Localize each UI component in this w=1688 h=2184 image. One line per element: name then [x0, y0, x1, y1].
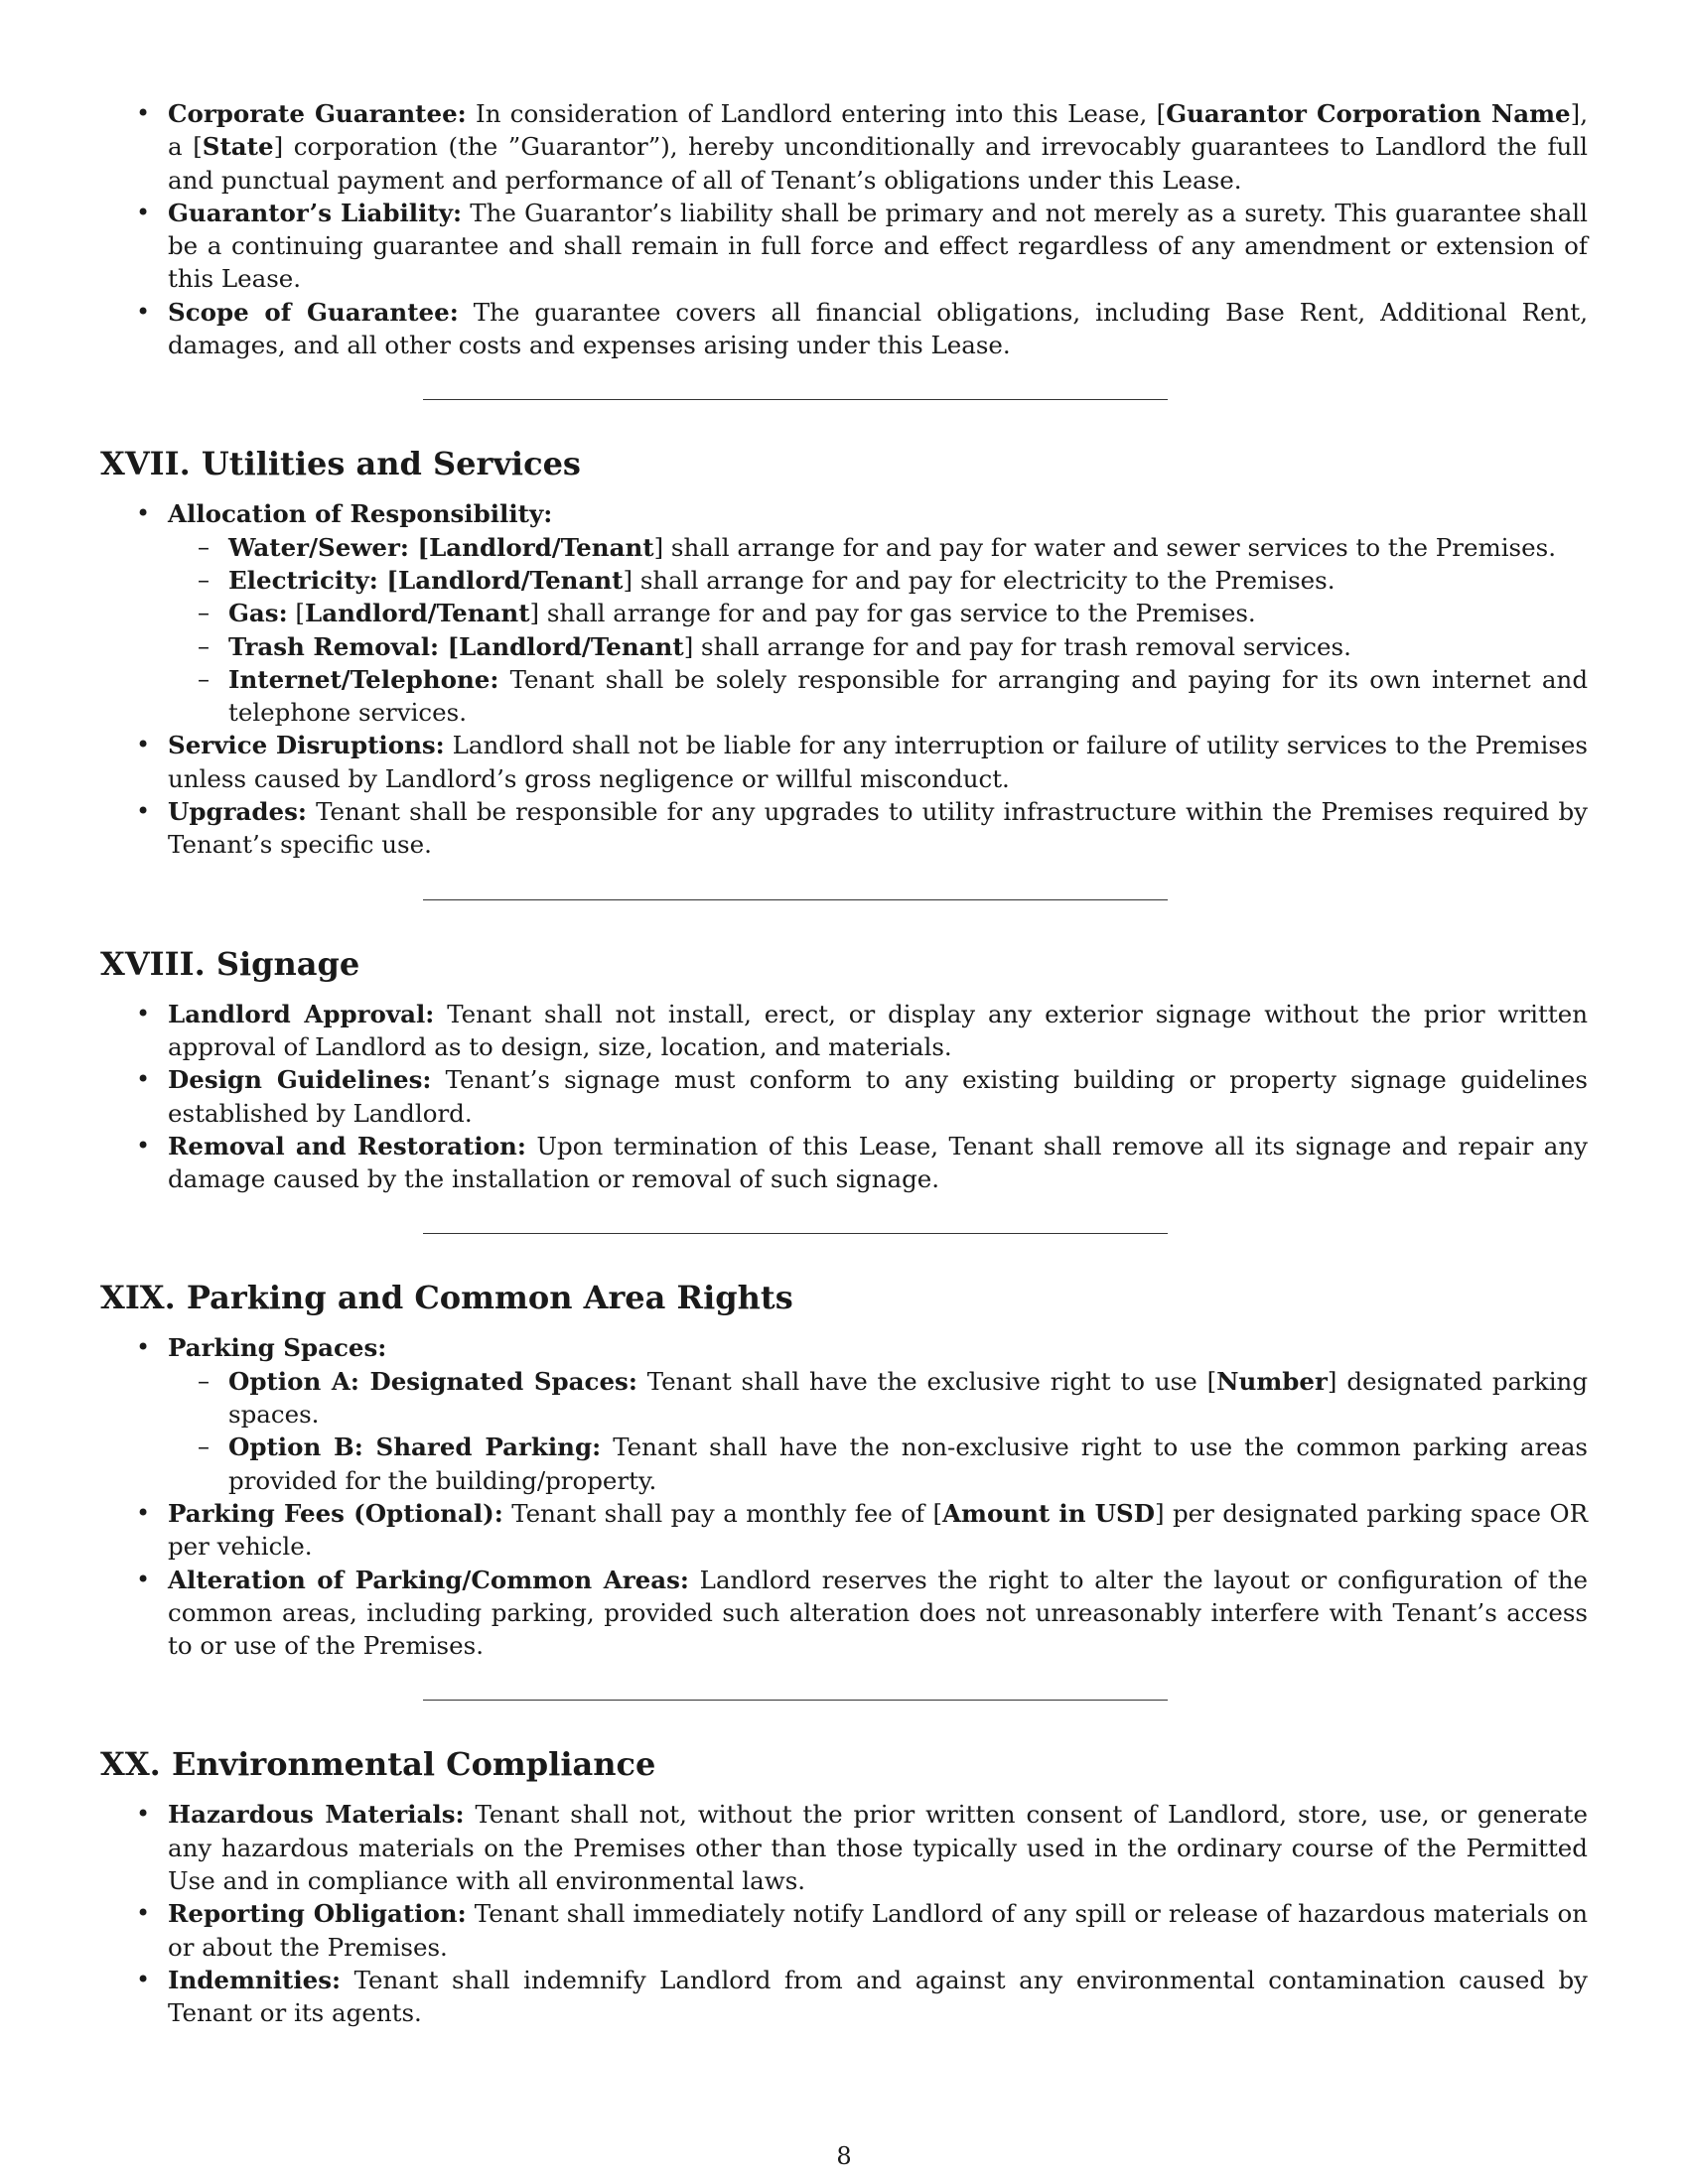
item-label: Option A: Designated Spaces: — [228, 1366, 637, 1396]
item-text: Landlord shall not be liable for any interruption or failure of utility services to the Premises unless caused by Landlord’s gross negligence or willful misconduct. — [168, 731, 1588, 793]
item-text: Upon termination of this Lease, Tenant shall remove all its signage and repair any damage caused by the installation or removal of such signage. — [168, 1131, 1588, 1194]
item-text: Landlord reserves the right to alter the layout or configuration of the common areas, including parking, provided such alteration does not unreasonably interfere with Tenant’s access to or use of the Premises. — [168, 1565, 1588, 1661]
section-divider — [423, 899, 1168, 900]
list-item — [100, 497, 1588, 729]
list-item — [100, 795, 1588, 862]
sub-list-item — [168, 531, 1588, 564]
item-text: ] shall arrange for and pay for gas service to the Premises. — [529, 599, 1256, 628]
item-text: Tenant shall pay a monthly fee of [ — [502, 1498, 943, 1528]
item-label: Parking Spaces: — [168, 1333, 387, 1363]
sub-list — [168, 531, 1588, 730]
signage-list — [100, 998, 1588, 1196]
placeholder-field: Landlord/Tenant — [397, 565, 624, 595]
list-item — [100, 97, 1588, 197]
list-item — [100, 296, 1588, 362]
item-text: [ — [377, 565, 398, 595]
item-text: Tenant shall be responsible for any upgrades to utility infrastructure within the Premises required by Tenant’s specific use. — [168, 797, 1588, 860]
item-label: Upgrades: — [168, 797, 307, 827]
item-text: ] shall arrange for and pay for trash removal services. — [683, 631, 1351, 661]
page-number: 8 — [836, 2142, 852, 2170]
list-item — [100, 197, 1588, 296]
guarantee-list — [100, 97, 1588, 361]
item-text: The Guarantor’s liability shall be primary and not merely as a surety. This guarantee shall be a continuing guarantee and shall remain in full force and effect regardless of any amendment or extension of this Lease. — [168, 198, 1588, 294]
placeholder-field: Landlord/Tenant — [305, 599, 530, 628]
placeholder-field: Number — [1216, 1366, 1328, 1396]
section-heading: XVII. Utilities and Services — [100, 445, 581, 483]
sub-list-item — [168, 1365, 1588, 1432]
section-heading: XX. Environmental Compliance — [100, 1745, 656, 1784]
list-item — [100, 1564, 1588, 1663]
item-label: Internet/Telephone: — [228, 664, 499, 694]
item-text: Tenant shall immediately notify Landlord of any spill or release of hazardous materials on or about the Premises. — [168, 1899, 1588, 1962]
sub-list-item — [168, 564, 1588, 597]
parking-list — [100, 1331, 1588, 1662]
item-label: Indemnities: — [168, 1965, 342, 1994]
item-text: ] corporation (the ”Guarantor”), hereby unconditionally and irrevocably guarantees to Landlord the full and punctual payment and performance of all of Tenant’s obligations under this Lease. — [168, 132, 1588, 195]
sub-list-item — [168, 663, 1588, 730]
list-item — [100, 1331, 1588, 1496]
item-label: Alteration of Parking/Common Areas: — [168, 1565, 689, 1594]
list-item — [100, 1798, 1588, 1897]
item-label: Parking Fees (Optional): — [168, 1498, 503, 1528]
list-item — [100, 998, 1588, 1064]
item-text: ] shall arrange for and pay for electricity to the Premises. — [623, 565, 1336, 595]
sub-list-item — [168, 597, 1588, 629]
item-label: Removal and Restoration: — [168, 1131, 526, 1160]
page-content — [100, 97, 1588, 2029]
item-label: Allocation of Responsibility: — [168, 499, 553, 529]
item-text: Tenant shall have the non-exclusive right to use the common parking areas provided for the building/property. — [228, 1433, 1588, 1495]
item-label: Guarantor’s Liability: — [168, 198, 463, 227]
item-text: [ — [287, 599, 305, 628]
item-text: Tenant shall indemnify Landlord from and against any environmental contamination caused by Tenant or its agents. — [168, 1965, 1588, 2028]
item-label: Reporting Obligation: — [168, 1899, 467, 1929]
item-text: ] shall arrange for and pay for water and sewer services to the Premises. — [653, 532, 1556, 562]
sub-list-item — [168, 630, 1588, 663]
sub-list-item — [168, 1431, 1588, 1497]
item-label: Gas: — [228, 599, 288, 628]
placeholder-field: Landlord/Tenant — [459, 631, 684, 661]
item-label: Water/Sewer: — [228, 532, 409, 562]
item-text: Tenant shall be solely responsible for arranging and paying for its own internet and telephone services. — [228, 664, 1588, 728]
list-item — [100, 1130, 1588, 1196]
section-divider — [423, 1233, 1168, 1234]
environmental-list — [100, 1798, 1588, 2029]
item-label: Landlord Approval: — [168, 999, 435, 1028]
item-label: Design Guidelines: — [168, 1065, 432, 1095]
section-divider — [423, 1700, 1168, 1701]
item-label: Option B: Shared Parking: — [228, 1433, 602, 1462]
placeholder-field: Guarantor Corporation Name — [1166, 99, 1571, 128]
list-item — [100, 1964, 1588, 2030]
item-label: Electricity: — [228, 565, 378, 595]
list-item — [100, 1897, 1588, 1964]
item-text: ] designated parking spaces. — [228, 1366, 1588, 1430]
item-text: Tenant shall not, without the prior written consent of Landlord, store, use, or generate any hazardous materials on the Premises other than those typically used in the ordinary course of the Permitted Use and in compliance with all environmental laws. — [168, 1800, 1588, 1895]
list-item — [100, 1063, 1588, 1130]
placeholder-field: State — [202, 132, 274, 162]
section-divider — [423, 399, 1168, 400]
item-label: Trash Removal: — [228, 631, 440, 661]
item-label: Hazardous Materials: — [168, 1800, 465, 1830]
item-text: The guarantee covers all financial obligations, including Base Rent, Additional Rent, damages, and all other costs and expenses arising under this Lease. — [168, 297, 1588, 360]
item-text: ], a [ — [168, 99, 1588, 162]
list-item — [100, 729, 1588, 795]
utilities-list — [100, 497, 1588, 861]
sub-list — [168, 1365, 1588, 1497]
item-text: Tenant shall not install, erect, or display any exterior signage without the prior written approval of Landlord as to design, size, location, and materials. — [168, 999, 1588, 1061]
item-text: [ — [439, 631, 460, 661]
list-item — [100, 1497, 1588, 1564]
item-label: Scope of Guarantee: — [168, 297, 459, 327]
item-text: In consideration of Landlord entering into this Lease, [ — [466, 99, 1167, 128]
item-text: Tenant shall have the exclusive right to use [ — [636, 1366, 1217, 1396]
item-label: Service Disruptions: — [168, 731, 445, 760]
item-text: [ — [408, 532, 430, 562]
placeholder-field: Landlord/Tenant — [429, 532, 654, 562]
item-text: Tenant’s signage must conform to any existing building or property signage guidelines established by Landlord. — [168, 1065, 1588, 1128]
item-text: ] per designated parking space OR per vehicle. — [168, 1498, 1589, 1562]
item-label: Corporate Guarantee: — [168, 99, 467, 128]
section-heading: XIX. Parking and Common Area Rights — [100, 1279, 793, 1317]
section-heading: XVIII. Signage — [100, 944, 360, 983]
placeholder-field: Amount in USD — [942, 1498, 1155, 1528]
